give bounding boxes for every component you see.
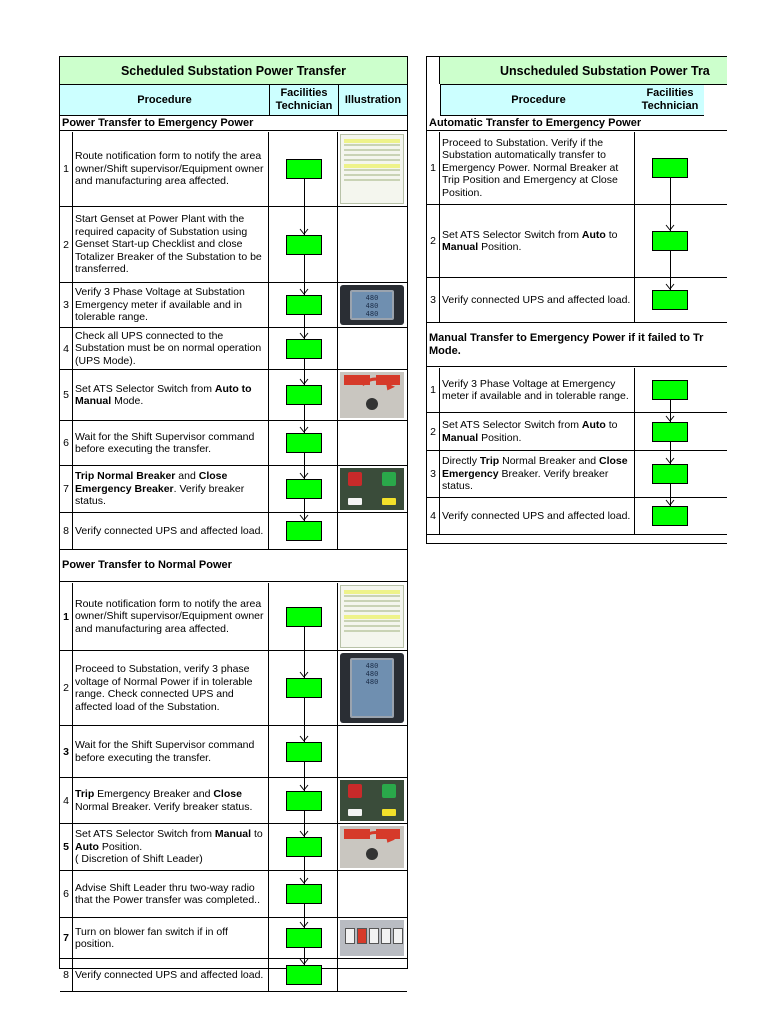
flow-arrow-icon: [299, 514, 309, 521]
technician-header: Facilities Technician: [270, 85, 339, 116]
status-white: [348, 498, 362, 505]
breaker-illustration: [340, 468, 404, 510]
step-number: 3: [427, 278, 440, 322]
trip-button: [348, 784, 362, 798]
table-row: [60, 726, 407, 778]
flow-arrow-icon: [299, 426, 309, 433]
step-number: 3: [60, 283, 73, 327]
step-procedure: [440, 498, 635, 534]
flow-box: [652, 231, 688, 251]
fan-switch: [369, 928, 379, 944]
unscheduled-title-text: Unscheduled Substation Power Tra: [500, 63, 710, 78]
procedure-text: Set ATS Selector Switch from Auto to Manual Position.: [442, 228, 618, 253]
procedure-text: Verify connected UPS and affected load.: [75, 524, 264, 537]
flow-arrow-icon: [299, 877, 309, 884]
form-line: [344, 610, 400, 612]
trip-button: [348, 472, 362, 486]
form-line: [344, 600, 400, 602]
flow-arrow-icon: [299, 472, 309, 479]
procedure-text: Verify connected UPS and affected load.: [75, 968, 264, 981]
flow-box: [652, 506, 688, 526]
breaker-illustration: [340, 780, 404, 821]
table-row: [60, 328, 407, 370]
table-row: [60, 959, 407, 992]
flow-arrow-icon: [299, 958, 309, 965]
step-procedure: [73, 778, 269, 823]
technician-header: Facilities Technician: [636, 85, 704, 116]
step-procedure: [73, 824, 269, 870]
status-yellow: [382, 498, 396, 505]
flow-arrow-icon: [665, 283, 675, 290]
flow-box: [286, 521, 322, 541]
table-row: [60, 283, 407, 328]
flow-box: [286, 295, 322, 315]
flow-box: [286, 607, 322, 627]
flow-box: [286, 235, 322, 255]
procedure-text: Route notification form to notify the area owner/Shift supervisor/Equipment owner and manufacturing area affected.: [75, 150, 264, 188]
form-line: [344, 154, 400, 156]
step-procedure: [73, 328, 269, 369]
procedure-text: Verify connected UPS and affected load.: [442, 509, 631, 522]
step-number: 5: [60, 370, 73, 420]
form-line: [344, 179, 400, 181]
fan-switch: [357, 928, 367, 944]
table-row: [60, 651, 407, 726]
flow-box: [652, 380, 688, 400]
rotate-arrow-icon: [340, 372, 404, 418]
fan-illustration: [340, 920, 404, 956]
step-procedure: [73, 283, 269, 327]
procedure-text: Proceed to Substation. Verify if the Substation automatically transfer to Emergency Power. Normal Breaker at Trip Position and Emergency at Close Position.: [442, 136, 619, 199]
procedure-text: Turn on blower fan switch if in off position.: [75, 925, 228, 950]
step-number: 2: [427, 205, 440, 277]
status-yellow: [382, 809, 396, 816]
flow-box: [652, 464, 688, 484]
step-procedure: [440, 132, 635, 204]
section-manual-transfer: [427, 323, 727, 367]
flow-arrow-icon: [299, 228, 309, 235]
flow-arrow-icon: [299, 784, 309, 791]
form-line: [344, 169, 400, 171]
close-button: [382, 472, 396, 486]
step-number: 3: [60, 726, 73, 777]
step-procedure: [73, 207, 269, 282]
table-row: [60, 824, 407, 871]
table-row: [60, 132, 407, 207]
procedure-text: Route notification form to notify the area owner/Shift supervisor/Equipment owner and manufacturing area affected.: [75, 597, 264, 635]
fan-switch: [393, 928, 403, 944]
flow-arrow-icon: [299, 735, 309, 742]
step-procedure: [73, 421, 269, 465]
flow-box: [652, 422, 688, 442]
scheduled-transfer-table: [59, 56, 408, 981]
manual-transfer-heading: [429, 332, 703, 358]
form-line: [344, 139, 400, 143]
manual-transfer-line1: Manual Transfer to Emergency Power if it failed to Tr: [429, 331, 704, 344]
procedure-text: Trip Normal Breaker and Close Emergency Breaker. Verify breaker status.: [75, 470, 245, 508]
form-illustration: [340, 134, 404, 204]
flow-box: [286, 678, 322, 698]
step-procedure: [73, 871, 269, 917]
flow-arrow-icon: [665, 457, 675, 464]
procedure-text: Set ATS Selector Switch from Auto to Manual Mode.: [75, 382, 252, 407]
section-emergency-power: Power Transfer to Emergency Power: [60, 116, 407, 131]
step-number: 4: [60, 778, 73, 823]
step-procedure: [440, 451, 635, 497]
step-procedure: [73, 959, 269, 991]
form-line: [344, 625, 400, 627]
step-number: 3: [427, 451, 440, 497]
table-row: [60, 207, 407, 283]
procedure-header: Procedure: [60, 85, 270, 116]
meter-illustration: [340, 285, 404, 325]
flow-box: [286, 159, 322, 179]
procedure-text: Set ATS Selector Switch from Manual to Auto Position. ( Discretion of Shift Leader): [75, 828, 263, 866]
step-number: 6: [60, 421, 73, 465]
form-line: [344, 149, 400, 151]
flow-arrow-icon: [299, 830, 309, 837]
form-line: [344, 605, 400, 607]
form-line: [344, 595, 400, 597]
step-procedure: [73, 918, 269, 958]
step-number: 4: [427, 498, 440, 534]
procedure-text: Check all UPS connected to the Substation must be on normal operation (UPS Mode).: [75, 329, 262, 367]
fan-switch: [381, 928, 391, 944]
flow-arrow-icon: [299, 332, 309, 339]
step-procedure: [440, 205, 635, 277]
procedure-header: Procedure: [440, 85, 637, 116]
form-line: [344, 615, 400, 619]
scheduled-table-title: Scheduled Substation Power Transfer: [60, 57, 407, 85]
form-line: [344, 159, 400, 161]
form-line: [344, 590, 400, 594]
table-row: [60, 918, 407, 959]
procedure-text: Wait for the Shift Supervisor command before executing the transfer.: [75, 739, 255, 764]
meter-readout: 480 480 480: [365, 294, 379, 318]
form-illustration: [340, 585, 404, 648]
step-procedure: [73, 466, 269, 512]
flow-box: [652, 290, 688, 310]
step-number: 4: [60, 328, 73, 369]
procedure-text: Directly Trip Normal Breaker and Close Emergency Breaker. Verify breaker status.: [442, 455, 628, 493]
switch-illustration: [340, 372, 404, 418]
procedure-text: Verify 3 Phase Voltage at Emergency meter if available and in tolerable range.: [442, 377, 629, 402]
flow-box: [286, 965, 322, 985]
step-number: 1: [60, 132, 73, 206]
flow-box: [286, 791, 322, 811]
step-number: 8: [60, 959, 73, 991]
flow-arrow-icon: [299, 921, 309, 928]
step-procedure: [440, 278, 635, 322]
table-row: [60, 778, 407, 824]
section-normal-power: Power Transfer to Normal Power: [60, 550, 407, 582]
table-row: [60, 513, 407, 550]
step-number: 1: [60, 583, 73, 650]
step-number: 2: [60, 207, 73, 282]
flow-box: [286, 928, 322, 948]
procedure-text: Proceed to Substation, verify 3 phase voltage of Normal Power if in tolerable range. Check connected UPS and affected load of the Substation.: [75, 663, 253, 713]
step-procedure: [440, 368, 635, 412]
step-procedure: [73, 726, 269, 777]
meter-readout: 480 480 480: [365, 662, 379, 686]
step-number: 8: [60, 513, 73, 549]
procedure-text: Verify connected UPS and affected load.: [442, 293, 631, 306]
switch-illustration: [340, 826, 404, 868]
form-line: [344, 144, 400, 146]
step-number: 2: [427, 413, 440, 450]
step-number: 7: [60, 918, 73, 958]
unscheduled-transfer-table: [426, 56, 727, 544]
flow-arrow-icon: [665, 499, 675, 506]
step-number: 6: [60, 871, 73, 917]
close-button: [382, 784, 396, 798]
flow-box: [286, 385, 322, 405]
flow-arrow-icon: [299, 288, 309, 295]
flow-arrow-icon: [665, 224, 675, 231]
form-line: [344, 174, 400, 176]
flow-arrow-icon: [299, 671, 309, 678]
step-number: 1: [427, 132, 440, 204]
rotate-arrow-icon: [340, 826, 404, 868]
step-procedure: [73, 132, 269, 206]
step-number: 1: [427, 368, 440, 412]
flow-arrow-icon: [299, 378, 309, 385]
step-procedure: [73, 651, 269, 725]
flow-box: [286, 479, 322, 499]
form-line: [344, 630, 400, 632]
step-number: 7: [60, 466, 73, 512]
flow-line: [304, 179, 305, 235]
meter-illustration: [340, 653, 404, 723]
form-line: [344, 620, 400, 622]
table-row: [60, 466, 407, 513]
table-row: [60, 871, 407, 918]
unscheduled-table-title: [440, 57, 727, 85]
status-white: [348, 809, 362, 816]
step-number: 2: [60, 651, 73, 725]
section-automatic-transfer: Automatic Transfer to Emergency Power: [427, 116, 727, 131]
step-procedure: [73, 583, 269, 650]
illustration-header: Illustration: [339, 85, 407, 116]
step-number: 5: [60, 824, 73, 870]
manual-transfer-line2: Mode.: [429, 344, 461, 357]
flow-arrow-icon: [665, 415, 675, 422]
step-procedure: [73, 513, 269, 549]
procedure-text: Trip Emergency Breaker and Close Normal Breaker. Verify breaker status.: [75, 788, 253, 813]
procedure-text: Set ATS Selector Switch from Auto to Manual Position.: [442, 419, 618, 444]
procedure-text: Advise Shift Leader thru two-way radio that the Power transfer was completed..: [75, 881, 261, 906]
table-row: [60, 583, 407, 651]
table-row: [60, 370, 407, 421]
procedure-text: Verify 3 Phase Voltage at Substation Emergency meter if available and in tolerable range.: [75, 286, 245, 324]
form-line: [344, 164, 400, 168]
step-procedure: [440, 413, 635, 450]
flow-box: [652, 158, 688, 178]
flow-box: [286, 837, 322, 857]
flow-box: [286, 339, 322, 359]
flow-box: [286, 433, 322, 453]
procedure-text: Start Genset at Power Plant with the required capacity of Substation using Genset Start-up Checklist and close Totalizer Breaker of the Substation to be transferred.: [75, 213, 262, 276]
flow-box: [286, 884, 322, 904]
table-row: [60, 421, 407, 466]
step-procedure: [73, 370, 269, 420]
flow-box: [286, 742, 322, 762]
procedure-text: Wait for the Shift Supervisor command before executing the transfer.: [75, 430, 255, 455]
fan-switch: [345, 928, 355, 944]
